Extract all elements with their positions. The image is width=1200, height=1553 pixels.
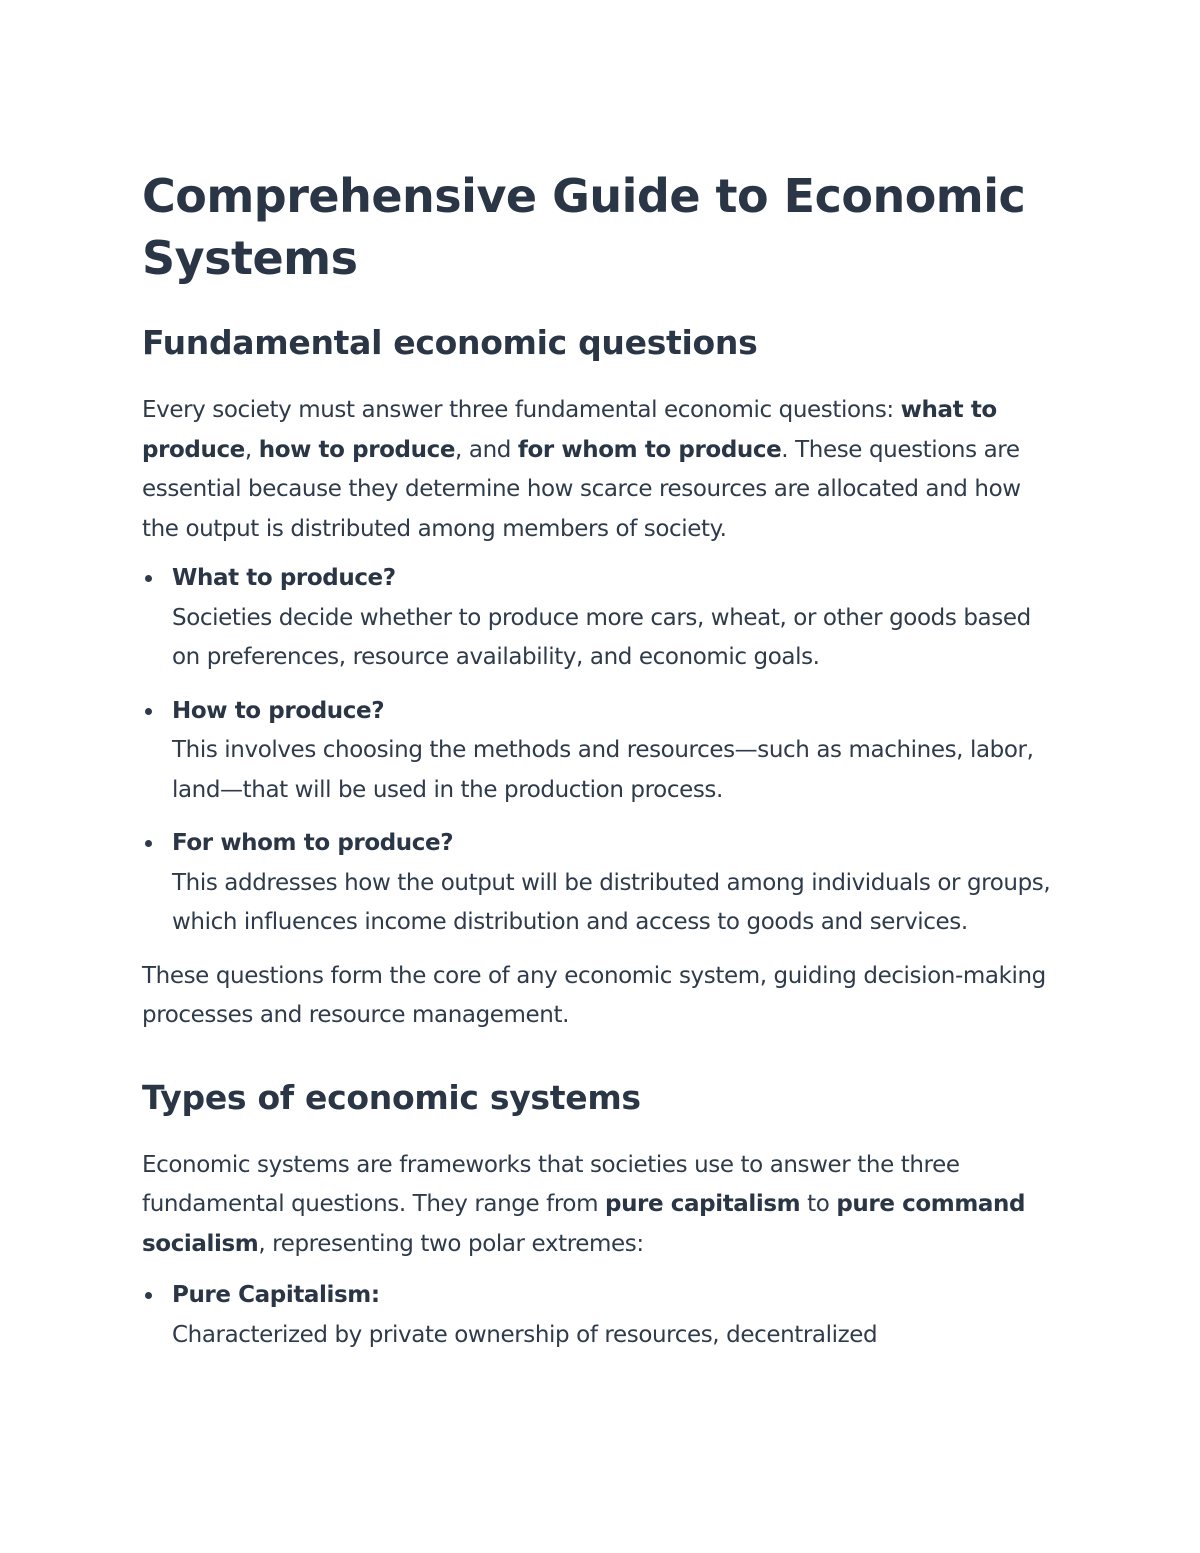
list-item-description: Societies decide whether to produce more cars, wheat, or other goods based on preferences, resource availability, and economic goals. [172,604,1031,670]
bullet-icon [145,575,152,582]
intro-bold-pure-capitalism: pure capitalism [605,1191,801,1217]
list-item-description: This involves choosing the methods and resources—such as machines, labor, land—that will be used in the production process. [172,737,1034,803]
document-page [142,165,1058,1369]
bullet-icon [145,708,152,715]
intro-text: , and [455,436,518,463]
intro-bold-what: what to produce [142,397,997,463]
section-heading-types-of-systems: Types of economic systems [142,1077,641,1117]
section-heading-fundamental-questions: Fundamental economic questions [142,323,758,362]
intro-text: . These questions are essential because they determine how scarce resources are allocated and how the output is distributed among members of society. [142,436,1021,542]
bullet-icon [145,1292,152,1299]
intro-text: Economic systems are frameworks that societies use to answer the three fundamental questions. They range from [142,1151,960,1217]
list-item-description: Characterized by private ownership of resources, decentralized [172,1321,878,1348]
intro-text: , representing two polar extremes: [258,1230,644,1257]
intro-bold-for-whom: for whom to produce [517,436,782,463]
list-item-description: This addresses how the output will be distributed among individuals or groups, which influences income distribution and access to goods and services. [172,869,1051,935]
list-item-title: How to produce? [172,697,385,724]
intro-text: Every society must answer three fundamental economic questions: [142,397,901,423]
types-intro-paragraph [142,1146,1058,1265]
fundamental-closing-paragraph: These questions form the core of any economic system, guiding decision-making processes and resource management. [142,962,1046,1028]
bullet-icon [145,840,152,847]
intro-bold-how: how to produce [258,436,456,463]
fundamental-intro-paragraph [142,391,1058,549]
economic-systems-list [142,1276,1058,1355]
list-item-title: What to produce? [172,565,396,591]
fundamental-questions-list [142,559,1058,943]
list-item-title: For whom to produce? [172,830,454,856]
intro-text: , [244,436,259,463]
list-item [142,824,1058,943]
list-item-title: Pure Capitalism: [172,1282,380,1308]
list-item [142,1276,1058,1355]
document-title: Comprehensive Guide to Economic Systems [142,169,1026,285]
intro-text: to [800,1191,837,1217]
list-item [142,559,1058,678]
list-item [142,692,1058,811]
intro-bold-pure-command-socialism: pure command socialism [142,1191,1026,1257]
